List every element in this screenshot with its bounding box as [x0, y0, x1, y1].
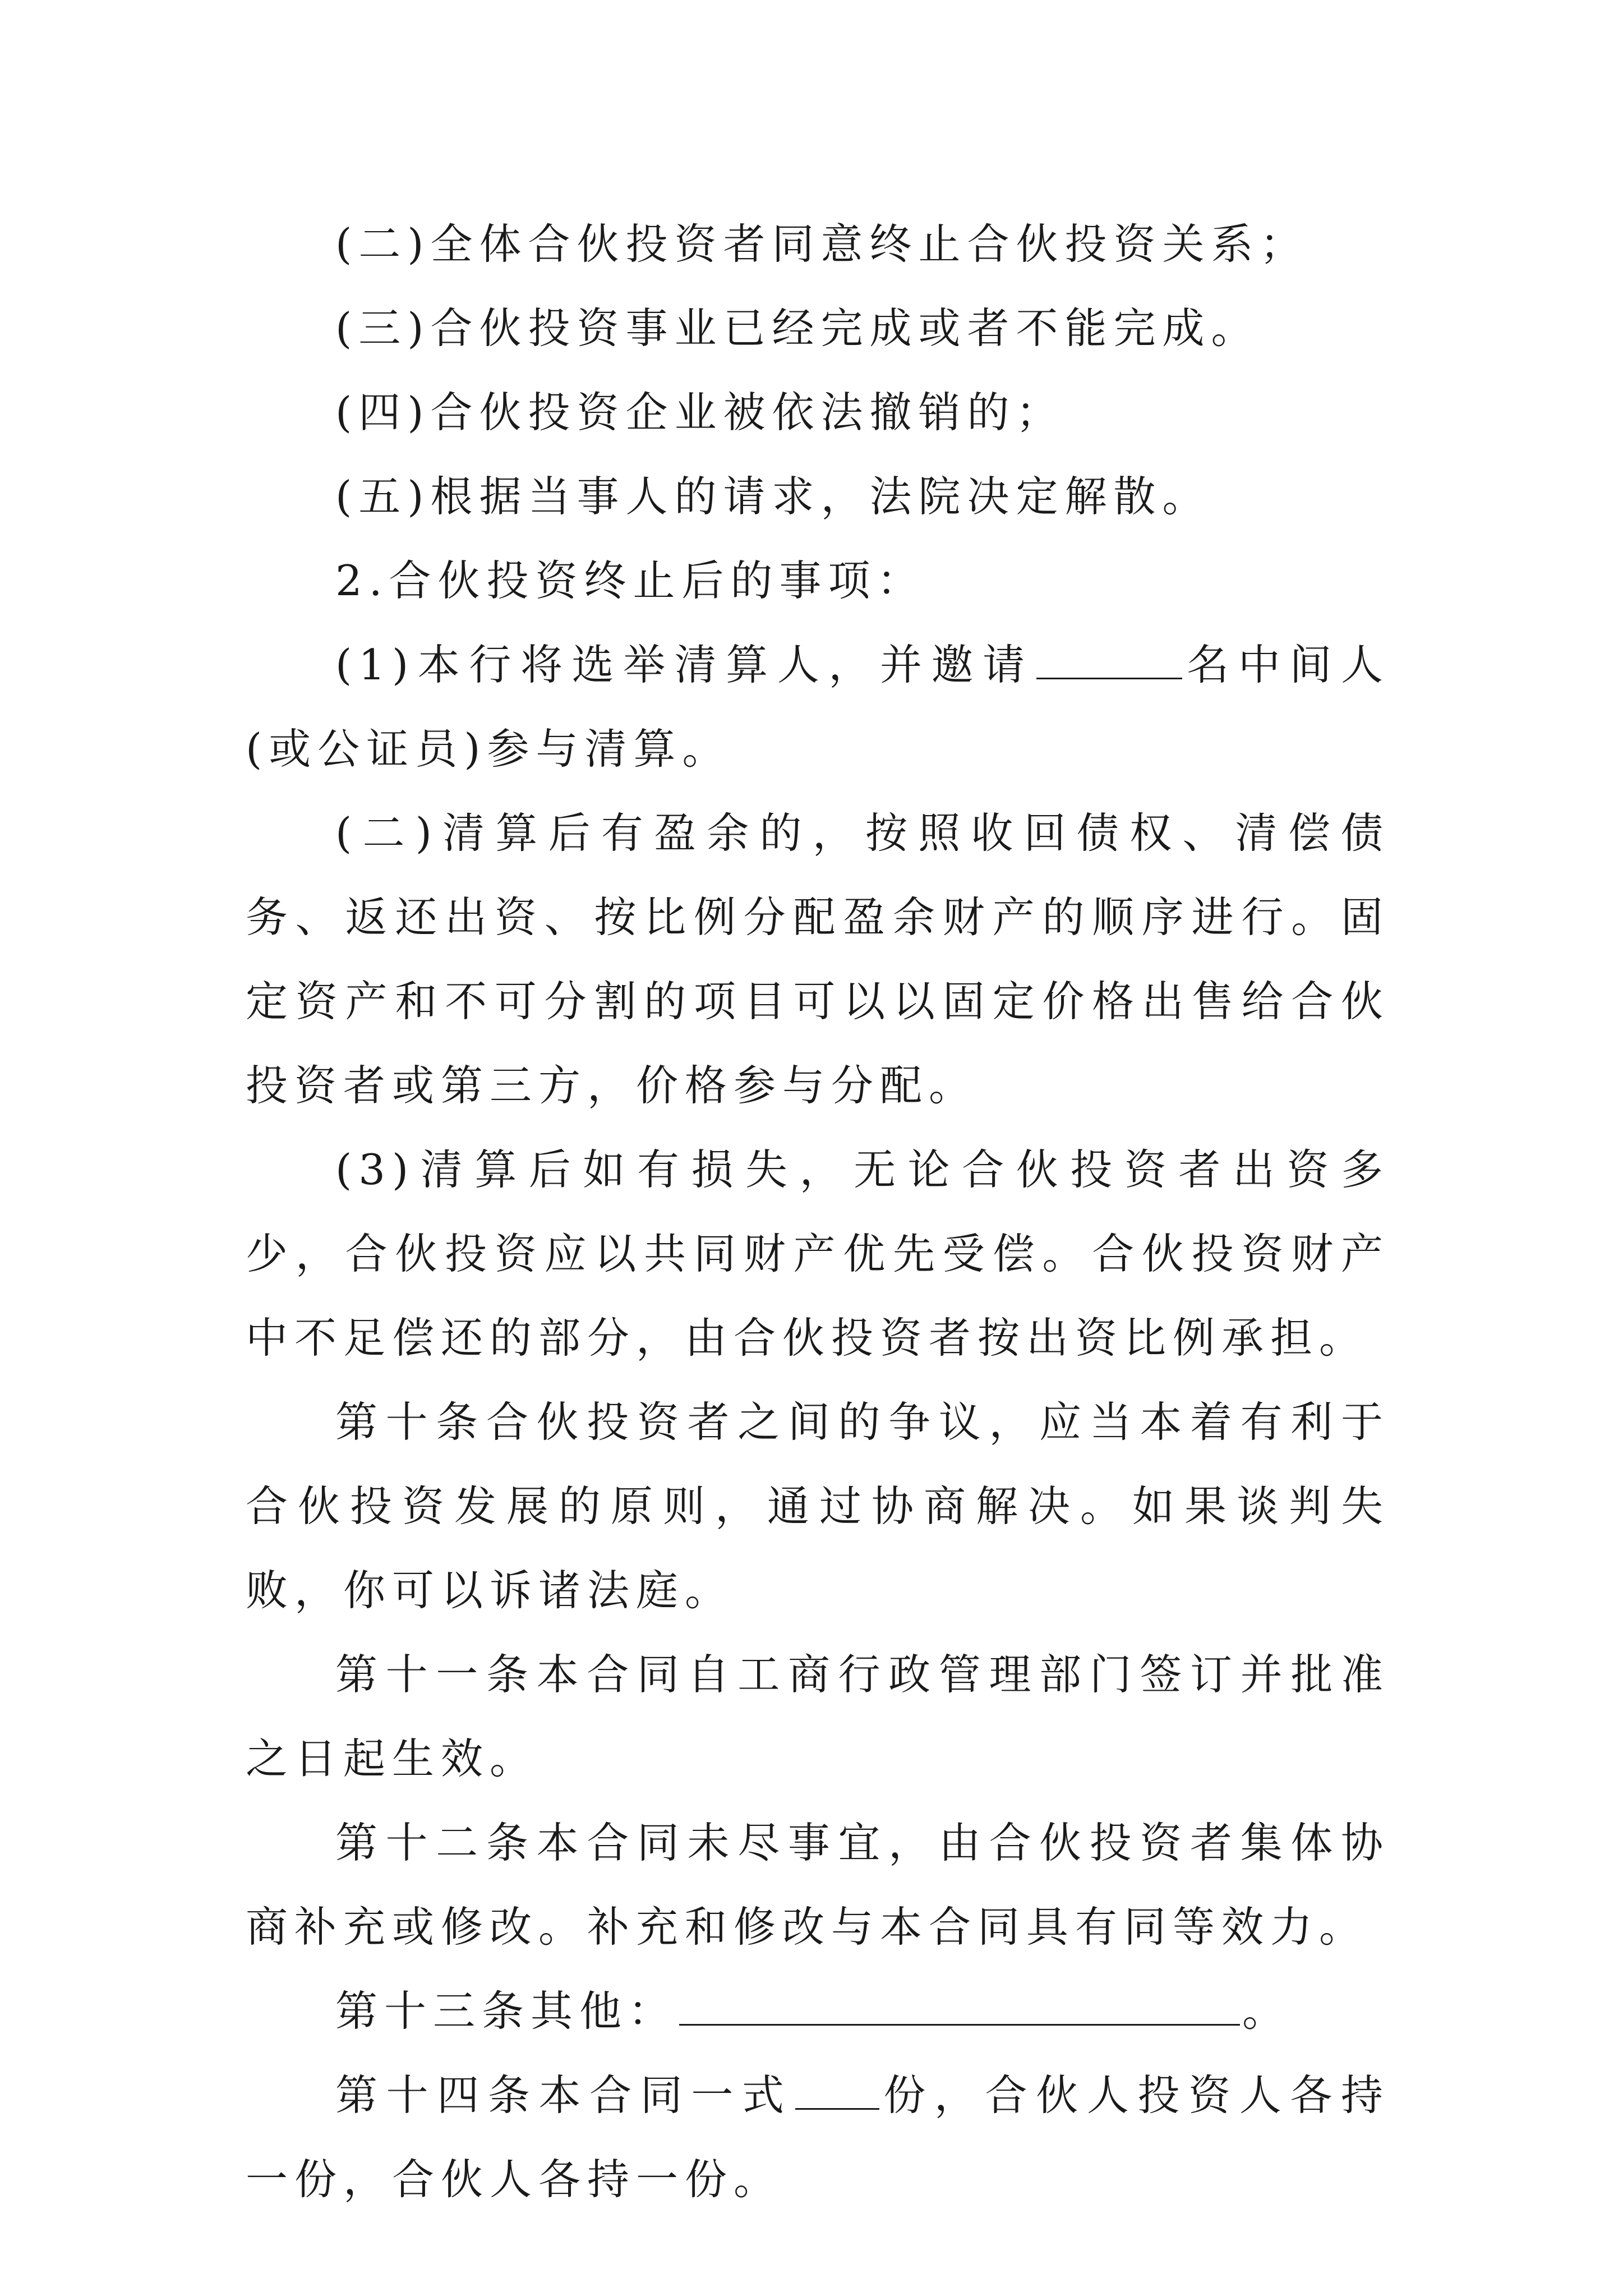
paragraph-article-12-supplements: [246, 1801, 1390, 1969]
intermediary-count-blank[interactable]: [1036, 638, 1182, 679]
other-terms-blank[interactable]: [679, 1985, 1240, 2026]
paragraph-text: (三)合伙投资事业已经完成或者不能完成。: [335, 303, 1260, 353]
paragraph-loss-handling: [246, 1128, 1390, 1380]
paragraph-text-before: 第十四条本合同一式: [335, 2070, 793, 2120]
paragraph-text: (3)清算后如有损失，无论合伙投资者出资多少，合伙投资应以共同财产优先受偿。合伙投资财产中不足偿还的部分，由合伙投资者按出资比例承担。: [246, 1145, 1390, 1363]
paragraph-text: (二)全体合伙投资者同意终止合伙投资关系；: [335, 219, 1309, 269]
paragraph-item-5-court-dissolution: [246, 454, 1390, 539]
paragraph-text: (二)清算后有盈余的，按照收回债权、清偿债务、返还出资、按比例分配盈余财产的顺序进行。固定资产和不可分割的项目可以以固定价格出售给合伙投资者或第三方，价格参与分配。: [246, 808, 1390, 1110]
paragraph-article-10-disputes: [246, 1380, 1390, 1632]
paragraph-text: 第十二条本合同未尽事宜，由合伙投资者集体协商补充或修改。补充和修改与本合同具有同等效力。: [246, 1818, 1390, 1952]
paragraph-text: (四)合伙投资企业被依法撤销的；: [335, 388, 1065, 437]
paragraph-article-11-effective: [246, 1632, 1390, 1801]
paragraph-item-3-business-completed: [246, 286, 1390, 370]
paragraph-text-after: 。: [1242, 1986, 1292, 2036]
paragraph-surplus-distribution: [246, 791, 1390, 1128]
paragraph-text: 第十一条本合同自工商行政管理部门签订并批准之日起生效。: [246, 1650, 1390, 1783]
paragraph-text-after: 份，合伙人投资人各持一份，合伙人各持一份。: [246, 2070, 1390, 2204]
paragraph-text: (五)根据当事人的请求，法院决定解散。: [335, 472, 1211, 521]
document-body: [246, 202, 1390, 2221]
paragraph-item-4-revoked: [246, 370, 1390, 454]
copies-count-blank[interactable]: [795, 2069, 879, 2110]
paragraph-item-2-unanimous-termination: [246, 202, 1390, 286]
paragraph-text-before: (1)本行将选举清算人，并邀请: [335, 640, 1034, 689]
paragraph-article-14-copies: [246, 2053, 1390, 2221]
paragraph-section-2-heading: [246, 539, 1390, 623]
paragraph-text-after: 名中间人(或公证员)参与清算。: [246, 640, 1390, 774]
paragraph-text-before: 第十三条其他：: [335, 1986, 677, 2036]
paragraph-text: 第十条合伙投资者之间的争议，应当本着有利于合伙投资发展的原则，通过协商解决。如果谈判失败，你可以诉诸法庭。: [246, 1397, 1390, 1615]
paragraph-article-13-other: [246, 1969, 1390, 2053]
paragraph-liquidator-election: [246, 623, 1390, 791]
paragraph-text: 2.合伙投资终止后的事项：: [335, 556, 926, 605]
